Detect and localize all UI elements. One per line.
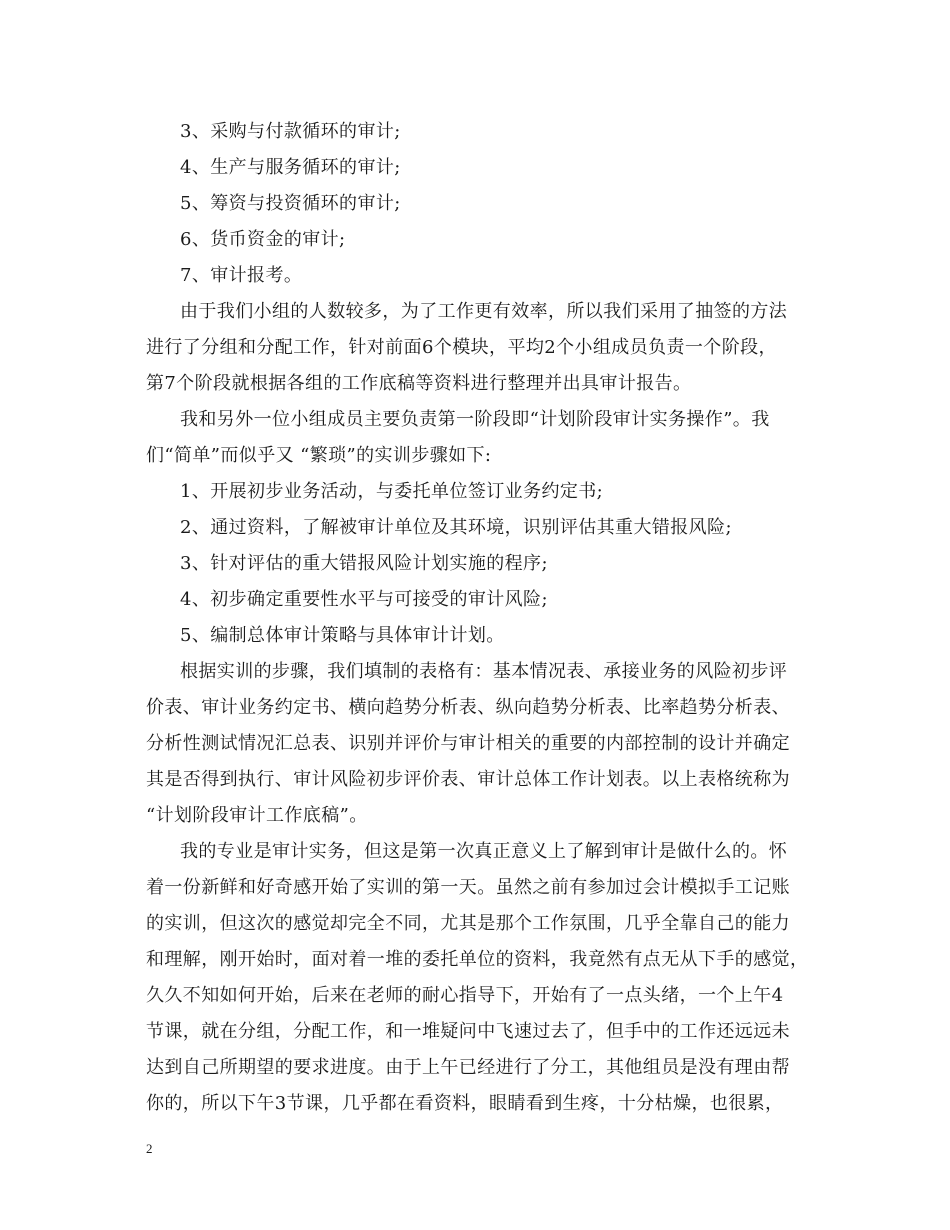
paragraph-line: 我和另外一位小组成员主要负责第一阶段即“计划阶段审计实务操作”。我 xyxy=(180,409,770,430)
paragraph-line: “计划阶段审计工作底稿”。 xyxy=(146,805,368,826)
paragraph-line: 分析性测试情况汇总表、识别并评价与审计相关的重要的内部控制的设计并确定 xyxy=(146,733,790,754)
paragraph-line: 达到自己所期望的要求进度。由于上午已经进行了分工，其他组员是没有理由帮 xyxy=(146,1057,790,1078)
paragraph-line: 你的，所以下午3节课，几乎都在看资料，眼睛看到生疼，十分枯燥，也很累， xyxy=(146,1093,784,1114)
paragraph-line: 我的专业是审计实务，但这是第一次真正意义上了解到审计是做什么的。怀 xyxy=(180,841,788,862)
list-item: 4、生产与服务循环的审计; xyxy=(180,157,401,178)
list-item: 5、筹资与投资循环的审计; xyxy=(180,193,401,214)
list-item: 3、针对评估的重大错报风险计划实施的程序; xyxy=(180,553,548,574)
list-item: 3、采购与付款循环的审计; xyxy=(180,121,401,142)
paragraph-line: 其是否得到执行、审计风险初步评价表、审计总体工作计划表。以上表格统称为 xyxy=(146,769,790,790)
list-item: 5、编制总体审计策略与具体审计计划。 xyxy=(180,625,505,646)
paragraph-line: 久久不知如何开始，后来在老师的耐心指导下，开始有了一点头绪，一个上午4 xyxy=(146,985,784,1006)
list-item: 1、开展初步业务活动，与委托单位签订业务约定书; xyxy=(180,481,604,502)
list-item: 6、货币资金的审计; xyxy=(180,229,346,250)
list-item: 7、审计报考。 xyxy=(180,265,303,286)
paragraph-line: 们“简单”而似乎又 “繁琐”的实训步骤如下: xyxy=(146,445,492,466)
paragraph-line: 由于我们小组的人数较多，为了工作更有效率，所以我们采用了抽签的方法 xyxy=(180,301,788,322)
paragraph-line: 价表、审计业务约定书、横向趋势分析表、纵向趋势分析表、比率趋势分析表、 xyxy=(146,697,790,718)
paragraph-line: 进行了分组和分配工作，针对前面6个模块，平均2个小组成员负责一个阶段， xyxy=(146,337,777,358)
list-item: 2、通过资料，了解被审计单位及其环境，识别评估其重大错报风险; xyxy=(180,517,732,538)
paragraph-line: 节课，就在分组，分配工作，和一堆疑问中飞速过去了，但手中的工作还远远未 xyxy=(146,1021,790,1042)
paragraph-line: 第7个阶段就根据各组的工作底稿等资料进行整理并出具审计报告。 xyxy=(146,373,692,394)
paragraph-line: 和理解，刚开始时，面对着一堆的委托单位的资料，我竟然有点无从下手的感觉， xyxy=(146,949,809,970)
list-item: 4、初步确定重要性水平与可接受的审计风险; xyxy=(180,589,548,610)
paragraph-line: 的实训，但这次的感觉却完全不同，尤其是那个工作氛围，几乎全靠自己的能力 xyxy=(146,913,790,934)
paragraph-line: 着一份新鲜和好奇感开始了实训的第一天。虽然之前有参加过会计模拟手工记账 xyxy=(146,877,790,898)
paragraph-line: 根据实训的步骤，我们填制的表格有：基本情况表、承接业务的风险初步评 xyxy=(180,661,788,682)
page-number: 2 xyxy=(146,1141,153,1156)
